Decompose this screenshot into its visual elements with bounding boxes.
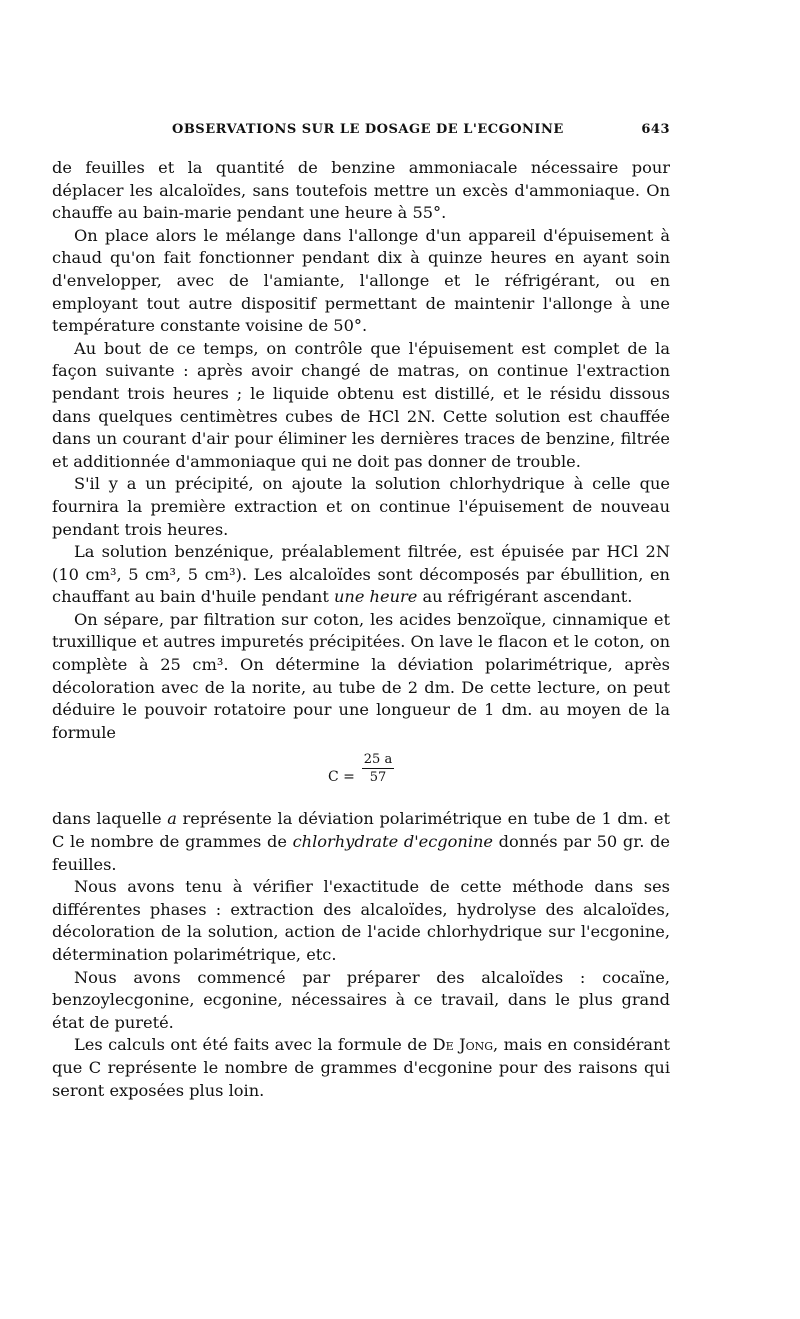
- p7-text-c: donnés par 50 gr. de feuilles.: [52, 832, 670, 874]
- p10-text-a: Les calculs ont été faits avec la formule de: [74, 1035, 433, 1055]
- paragraph-1: de feuilles et la quantité de benzine ammoniacale nécessaire pour déplacer les alcaloïdes, sans toutefois mettre un excès d'ammoniaque. On chauffe au bain-marie pendant une heure à 55°.: [52, 158, 670, 223]
- paragraph-10: [52, 1034, 670, 1102]
- formula-fraction: [362, 752, 394, 785]
- paragraph-6: On sépare, par filtration sur coton, les acides benzoïque, cinnamique et truxillique et autres impuretés précipitées. On lave le flacon et le coton, on complète à 25 cm³. On détermine la déviation polarimétrique, après décoloration avec de la norite, au tube de 2 dm. De cette lecture, on peut déduire le pouvoir rotatoire pour une longueur de 1 dm. au moyen de la formule: [52, 609, 670, 742]
- page-number: 643: [641, 122, 670, 137]
- p7-text-a: dans laquelle: [52, 809, 168, 829]
- formula-lhs: C =: [328, 769, 355, 786]
- p7-text-b: représente la déviation polarimétrique en tube de 1 dm. et C le nombre de grammes de: [52, 809, 670, 852]
- p5-text-a: La solution benzénique, préalablement filtrée, est épuisée par HCl 2N (10 cm³, 5 cm³, 5 cm³). Les alcaloïdes sont décomposés par ébullition, en chauffant au bain d'huile pendant: [52, 542, 670, 607]
- paragraph-3: Au bout de ce temps, on contrôle que l'épuisement est complet de la façon suivante : après avoir changé de matras, on continue l'extraction pendant trois heures ; le liquide obtenu est distillé, et le résidu dissous dans quelques centimètres cubes de HCl 2N. Cette solution est chauffée dans un courant d'air pour éliminer les dernières traces de benzine, filtrée et additionnée d'ammoniaque qui ne doit pas donner de trouble.: [52, 338, 670, 471]
- formula-denominator: 57: [369, 770, 387, 786]
- p5-italic: une heure: [333, 587, 418, 607]
- paragraph-2: On place alors le mélange dans l'allonge d'un appareil d'épuisement à chaud qu'on fait fonctionner pendant dix à quinze heures en ayant soin d'envelopper, avec de l'amiante, l'allonge et le réfrigérant, ou en employant tout autre dispositif permettant de maintenir l'allonge à une température constante voisine de 50°.: [52, 225, 670, 336]
- running-header: [52, 122, 670, 140]
- p10-text-b: , mais en considérant que C représente le nombre de grammes d'ecgonine pour des raisons qui seront exposées plus loin.: [52, 1035, 670, 1100]
- p5-text-b: au réfrigérant ascendant.: [417, 587, 633, 607]
- formula: [52, 744, 670, 808]
- p7-italic-term: chlorhydrate d'ecgonine: [292, 832, 494, 852]
- p7-italic-a: a: [167, 809, 177, 829]
- paragraph-9: Nous avons commencé par préparer des alcaloïdes : cocaïne, benzoylecgonine, ecgonine, nécessaires à ce travail, dans le plus grand état de pureté.: [52, 967, 670, 1032]
- paragraph-5: [52, 541, 670, 609]
- author-name: De Jong: [432, 1035, 494, 1055]
- body-text: [52, 157, 670, 1102]
- paragraph-8: Nous avons tenu à vérifier l'exactitude de cette méthode dans ses différentes phases : extraction des alcaloïdes, hydrolyse des alcaloïdes, décoloration de la solution, action de l'acide chlorhydrique sur l'ecgonine, détermination polarimétrique, etc.: [52, 877, 670, 964]
- paragraph-7: [52, 808, 670, 876]
- formula-numerator: 25 a: [363, 752, 393, 768]
- paragraph-4: S'il y a un précipité, on ajoute la solution chlorhydrique à celle que fournira la première extraction et on continue l'épuisement de nouveau pendant trois heures.: [52, 474, 670, 539]
- running-title: OBSERVATIONS SUR LE DOSAGE DE L'ECGONINE: [172, 122, 564, 137]
